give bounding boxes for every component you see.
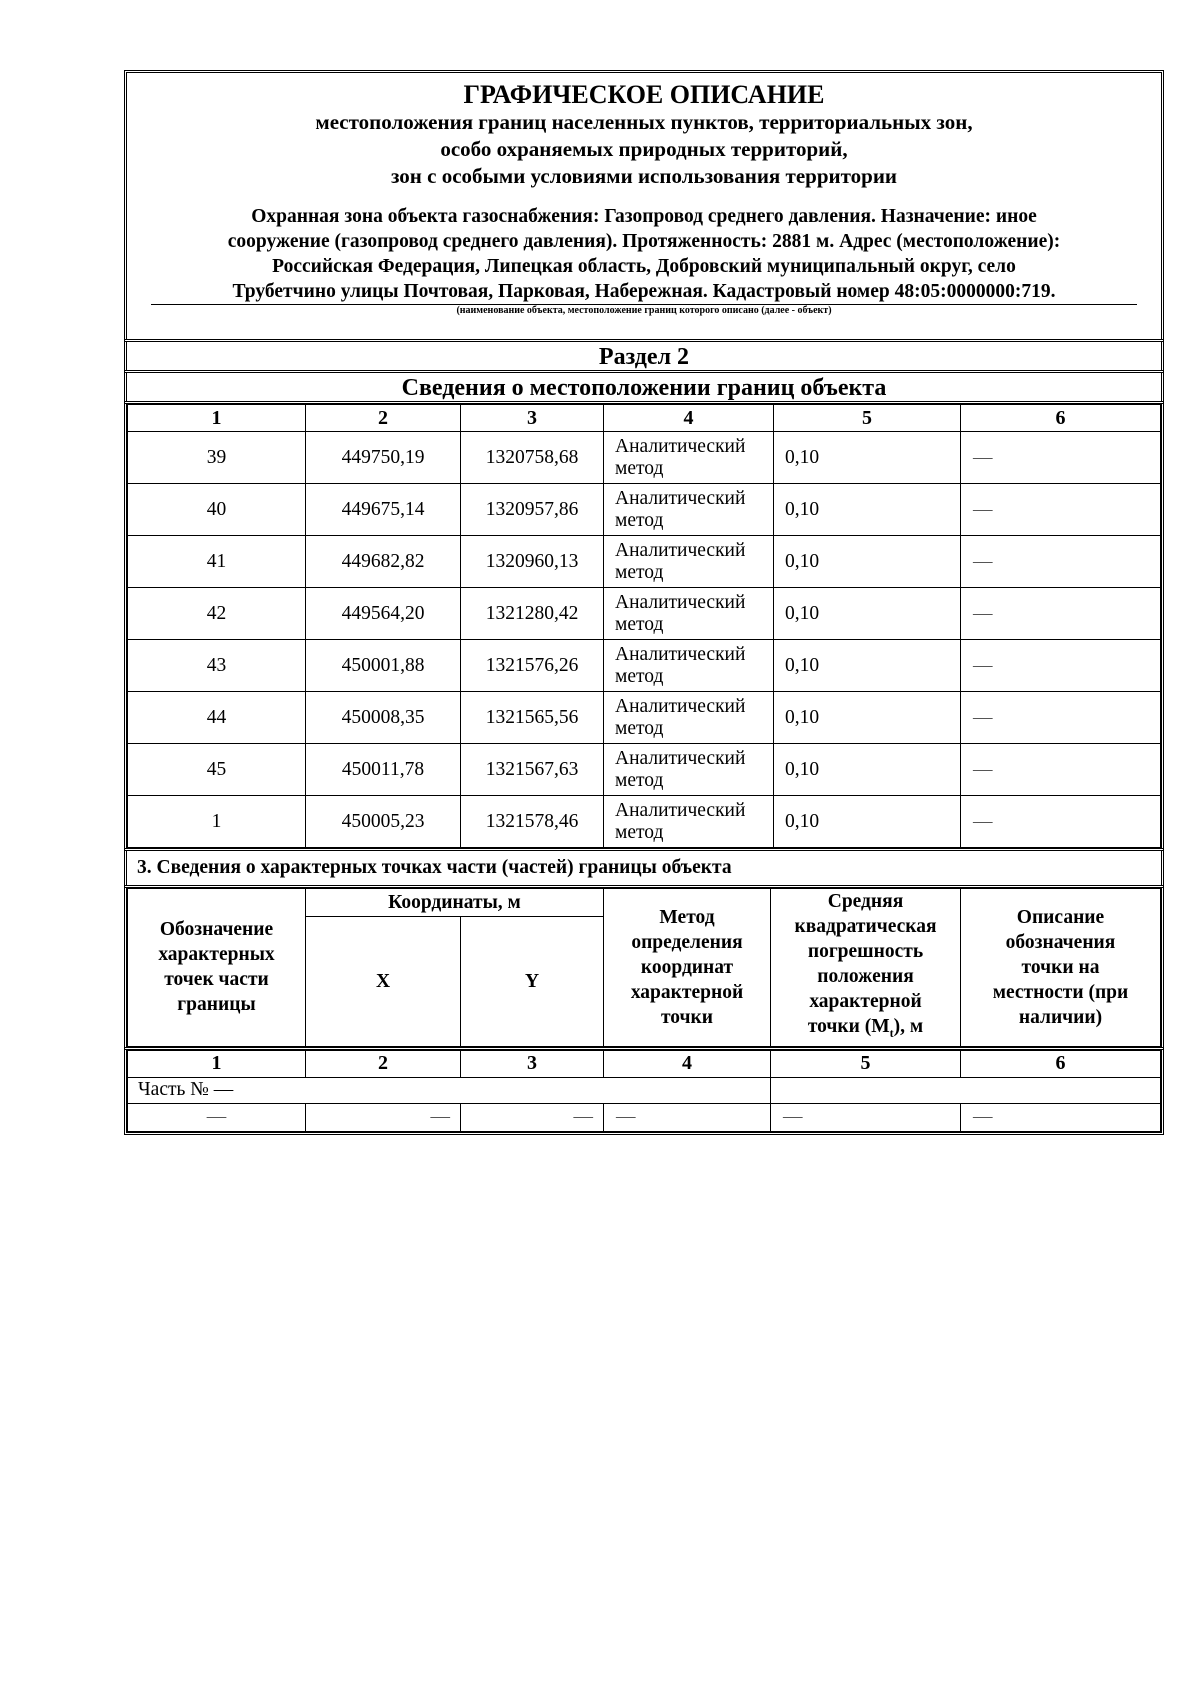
point-number: 42 xyxy=(128,588,306,640)
method-line-2: метод xyxy=(615,665,664,687)
boundary-point-row xyxy=(128,692,1161,744)
column-number: 5 xyxy=(771,1050,961,1077)
method xyxy=(604,588,774,640)
coord-y: 1320957,86 xyxy=(461,484,604,536)
method-line-1: Аналитический xyxy=(615,591,746,613)
section2-table xyxy=(127,404,1161,848)
document-title: ГРАФИЧЕСКОЕ ОПИСАНИЕ xyxy=(463,80,825,109)
method xyxy=(604,536,774,588)
point-description: — xyxy=(961,432,1161,484)
coord-x: 450011,78 xyxy=(306,744,461,796)
header-x: X xyxy=(306,916,461,1046)
method xyxy=(604,640,774,692)
object-description xyxy=(127,204,1161,304)
header-accuracy: Средняя квадратическая погрешность положения характерной точки $(M_t)$, м xyxy=(771,889,961,1047)
coord-x: 449564,20 xyxy=(306,588,461,640)
coord-x: 449675,14 xyxy=(306,484,461,536)
document-frame xyxy=(124,70,1164,1135)
boundary-point-row xyxy=(128,744,1161,796)
point-number: 45 xyxy=(128,744,306,796)
boundary-point-row xyxy=(128,796,1161,848)
method-line-1: Аналитический xyxy=(615,747,746,769)
accuracy: 0,10 xyxy=(774,692,961,744)
subtitle-line-3: зон с особыми условиями использования территории xyxy=(390,164,898,188)
section2-title-text: Раздел 2 xyxy=(598,344,690,370)
empty-cell: — xyxy=(604,1103,771,1131)
part-label: Часть № — xyxy=(128,1077,771,1103)
point-description: — xyxy=(961,588,1161,640)
column-number: 6 xyxy=(961,1050,1161,1077)
object-line-4: Трубетчино улицы Почтовая, Парковая, Набережная. Кадастровый номер 48:05:0000000:719. xyxy=(232,281,1056,302)
column-number: 1 xyxy=(128,405,306,432)
accuracy: 0,10 xyxy=(774,536,961,588)
column-number: 2 xyxy=(306,405,461,432)
column-number: 2 xyxy=(306,1050,461,1077)
column-number: 4 xyxy=(604,1050,771,1077)
point-description: — xyxy=(961,484,1161,536)
coord-x: 450008,35 xyxy=(306,692,461,744)
point-description: — xyxy=(961,536,1161,588)
accuracy: 0,10 xyxy=(774,588,961,640)
boundary-point-row xyxy=(128,640,1161,692)
point-description: — xyxy=(961,744,1161,796)
point-number: 1 xyxy=(128,796,306,848)
empty-point-row xyxy=(128,1103,1161,1131)
header-y: Y xyxy=(461,916,604,1046)
method-line-2: метод xyxy=(615,613,664,635)
boundary-point-row xyxy=(128,588,1161,640)
empty-cell: — xyxy=(771,1103,961,1131)
subtitle-line-2: особо охраняемых природных территорий, xyxy=(440,137,848,161)
method-line-1: Аналитический xyxy=(615,643,746,665)
document-header xyxy=(124,70,1164,342)
point-number: 39 xyxy=(128,432,306,484)
method-line-2: метод xyxy=(615,509,664,531)
point-description: — xyxy=(961,640,1161,692)
accuracy: 0,10 xyxy=(774,796,961,848)
section3-header-table xyxy=(127,888,1161,1047)
section2-title xyxy=(124,339,1164,373)
accuracy: 0,10 xyxy=(774,744,961,796)
header-coordinates: Координаты, м xyxy=(306,889,604,917)
accuracy: 0,10 xyxy=(774,432,961,484)
point-description: — xyxy=(961,796,1161,848)
column-number: 5 xyxy=(774,405,961,432)
coord-x: 449682,82 xyxy=(306,536,461,588)
accuracy: 0,10 xyxy=(774,640,961,692)
method xyxy=(604,432,774,484)
point-description: — xyxy=(961,692,1161,744)
method-line-1: Аналитический xyxy=(615,487,746,509)
section3-body-wrap xyxy=(124,1047,1164,1135)
method-line-2: метод xyxy=(615,769,664,791)
method-line-2: метод xyxy=(615,457,664,479)
empty-cell: — xyxy=(306,1103,461,1131)
boundary-point-row xyxy=(128,536,1161,588)
point-number: 44 xyxy=(128,692,306,744)
section2-table-wrap xyxy=(124,401,1164,851)
part-row xyxy=(128,1077,1161,1103)
object-line-2: сооружение (газопровод среднего давления). Протяженность: 2881 м. Адрес (местоположение): xyxy=(227,231,1061,252)
coord-y: 1321565,56 xyxy=(461,692,604,744)
section2-subtitle xyxy=(124,370,1164,404)
part-row-empty xyxy=(771,1077,1161,1103)
section2-subtitle-text: Сведения о местоположении границ объекта xyxy=(401,375,887,401)
coord-y: 1321567,63 xyxy=(461,744,604,796)
method-line-2: метод xyxy=(615,821,664,843)
header-method: Метод определения координат характерной точки xyxy=(604,889,771,1047)
section3-title xyxy=(124,848,1164,888)
column-number: 4 xyxy=(604,405,774,432)
object-caption: (наименование объекта, местоположение границ которого описано (далее - объект) xyxy=(456,305,832,316)
method xyxy=(604,484,774,536)
method-line-2: метод xyxy=(615,717,664,739)
method xyxy=(604,744,774,796)
point-number: 40 xyxy=(128,484,306,536)
object-line-3: Российская Федерация, Липецкая область, Добровский муниципальный округ, село xyxy=(272,256,1016,277)
header-point-label: Обозначение характерных точек части границы xyxy=(128,889,306,1047)
point-number: 41 xyxy=(128,536,306,588)
section3-title-text: 3. Сведения о характерных точках части (частей) границы объекта xyxy=(137,857,732,878)
boundary-point-row xyxy=(128,432,1161,484)
coord-y: 1320960,13 xyxy=(461,536,604,588)
column-number: 6 xyxy=(961,405,1161,432)
coord-y: 1320758,68 xyxy=(461,432,604,484)
column-number: 3 xyxy=(461,1050,604,1077)
method-line-2: метод xyxy=(615,561,664,583)
column-number: 1 xyxy=(128,1050,306,1077)
empty-cell: — xyxy=(961,1103,1161,1131)
accuracy: 0,10 xyxy=(774,484,961,536)
boundary-point-row xyxy=(128,484,1161,536)
coord-y: 1321578,46 xyxy=(461,796,604,848)
method xyxy=(604,692,774,744)
coord-x: 450005,23 xyxy=(306,796,461,848)
section2-column-numbers xyxy=(128,405,1161,432)
section3-header-wrap xyxy=(124,885,1164,1050)
subtitle-line-1: местоположения границ населенных пунктов, территориальных зон, xyxy=(315,110,973,134)
method-line-1: Аналитический xyxy=(615,799,746,821)
method-line-1: Аналитический xyxy=(615,539,746,561)
method xyxy=(604,796,774,848)
coord-y: 1321576,26 xyxy=(461,640,604,692)
empty-cell: — xyxy=(461,1103,604,1131)
coord-x: 450001,88 xyxy=(306,640,461,692)
section3-column-numbers xyxy=(128,1050,1161,1077)
coord-x: 449750,19 xyxy=(306,432,461,484)
coord-y: 1321280,42 xyxy=(461,588,604,640)
point-number: 43 xyxy=(128,640,306,692)
empty-cell: — xyxy=(128,1103,306,1131)
column-number: 3 xyxy=(461,405,604,432)
method-line-1: Аналитический xyxy=(615,435,746,457)
section3-body-table xyxy=(127,1050,1161,1132)
object-line-1: Охранная зона объекта газоснабжения: Газопровод среднего давления. Назначение: иное xyxy=(251,206,1037,227)
header-description: Описание обозначения точки на местности (при наличии) xyxy=(961,889,1161,1047)
method-line-1: Аналитический xyxy=(615,695,746,717)
